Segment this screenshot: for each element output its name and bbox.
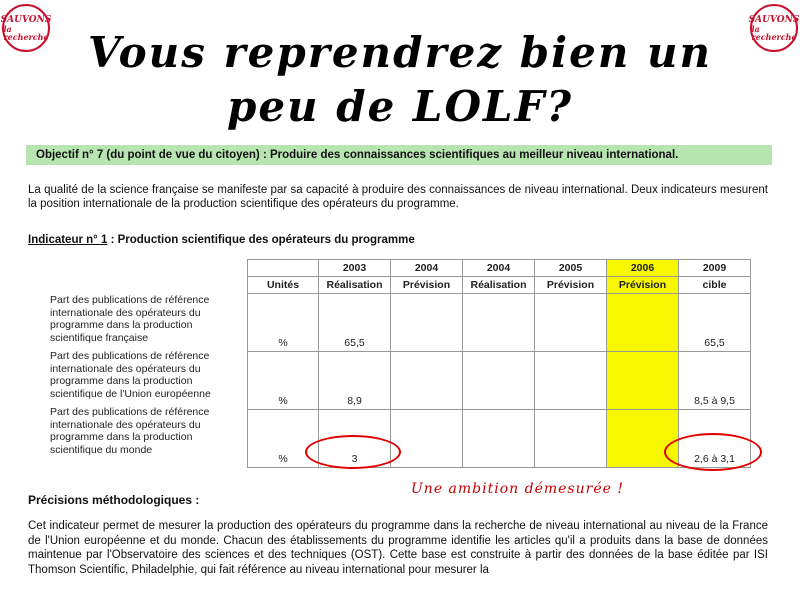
annotation-text: Une ambition démesurée ! [411,481,624,497]
value-cell [535,410,607,468]
row-label-world: Part des publications de référence internationale des opérateurs du programme dans la production scientifique du monde [50,406,210,456]
type-cell: Réalisation [463,277,535,294]
value-cell [463,294,535,352]
header-row-types [248,277,751,294]
row-label-france: Part des publications de référence internationale des opérateurs du programme dans la production scientifique française [50,294,210,344]
indicator-heading [28,234,415,246]
year-cell: 2003 [319,260,391,277]
type-cell: Réalisation [319,277,391,294]
value-cell: 2,6 à 3,1 [679,410,751,468]
type-cell: Unités [248,277,319,294]
year-cell [248,260,319,277]
year-cell: 2004 [391,260,463,277]
precisions-paragraph: Cet indicateur permet de mesurer la production des opérateurs du programme dans la recherche de niveau international au niveau de la France de l'Union européenne et du monde. Chacun des établissements du programme identifie les articles qu'il a produits dans la base de données maintenue par l'Observatoire des sciences et des techniques (OST). Cette base est construite à partir des données de la base éditée par ISI Thomson Scientific, Philadelphie, qui fait référence au niveau international pour mesurer la [28,520,768,576]
table-row [248,294,751,352]
year-cell: 2005 [535,260,607,277]
indicator-text: : Production scientifique des opérateurs du programme [107,234,415,246]
logo-line1: SAUVONS [748,14,800,25]
value-cell: 65,5 [319,294,391,352]
precisions-heading: Précisions méthodologiques : [28,493,200,507]
slide-title: Vous reprendrez bien un peu de LOLF? [87,28,713,131]
year-cell: 2009 [679,260,751,277]
value-cell [463,352,535,410]
row-label-europe: Part des publications de référence internationale des opérateurs du programme dans la production scientifique de l'Union européenne [50,350,211,400]
value-cell: 65,5 [679,294,751,352]
type-cell: cible [679,277,751,294]
header-row-years [248,260,751,277]
year-cell-highlight: 2006 [607,260,679,277]
unit-cell: % [248,410,319,468]
unit-cell: % [248,294,319,352]
highlight-ellipse-2003 [305,435,401,469]
value-cell [391,294,463,352]
value-cell: 3 [319,410,391,468]
indicator-table [247,259,751,468]
value-cell [391,352,463,410]
unit-cell: % [248,352,319,410]
value-cell-highlight [607,294,679,352]
value-cell: 8,9 [319,352,391,410]
type-cell: Prévision [535,277,607,294]
type-cell-highlight: Prévision [607,277,679,294]
table-row [248,352,751,410]
highlight-ellipse-2009 [664,433,762,471]
value-cell [535,352,607,410]
value-cell: 8,5 à 9,5 [679,352,751,410]
logo-line1: SAUVONS [0,14,52,25]
intro-paragraph: La qualité de la science française se manifeste par sa capacité à produire des connaissances de niveau international. Deux indicateurs mesurent la position internationale de la production scientifique des opérateurs du programme. [28,184,768,210]
value-cell [463,410,535,468]
logo-line2: la recherche [3,23,49,42]
value-cell-highlight [607,352,679,410]
indicator-label: Indicateur n° 1 [28,234,108,246]
type-cell: Prévision [391,277,463,294]
value-cell [391,410,463,468]
value-cell [535,294,607,352]
logo-line2: la recherche [751,23,797,42]
year-cell: 2004 [463,260,535,277]
objective-banner: Objectif n° 7 (du point de vue du citoyen) : Produire des connaissances scientifiques au meilleur niveau international. [26,145,772,165]
